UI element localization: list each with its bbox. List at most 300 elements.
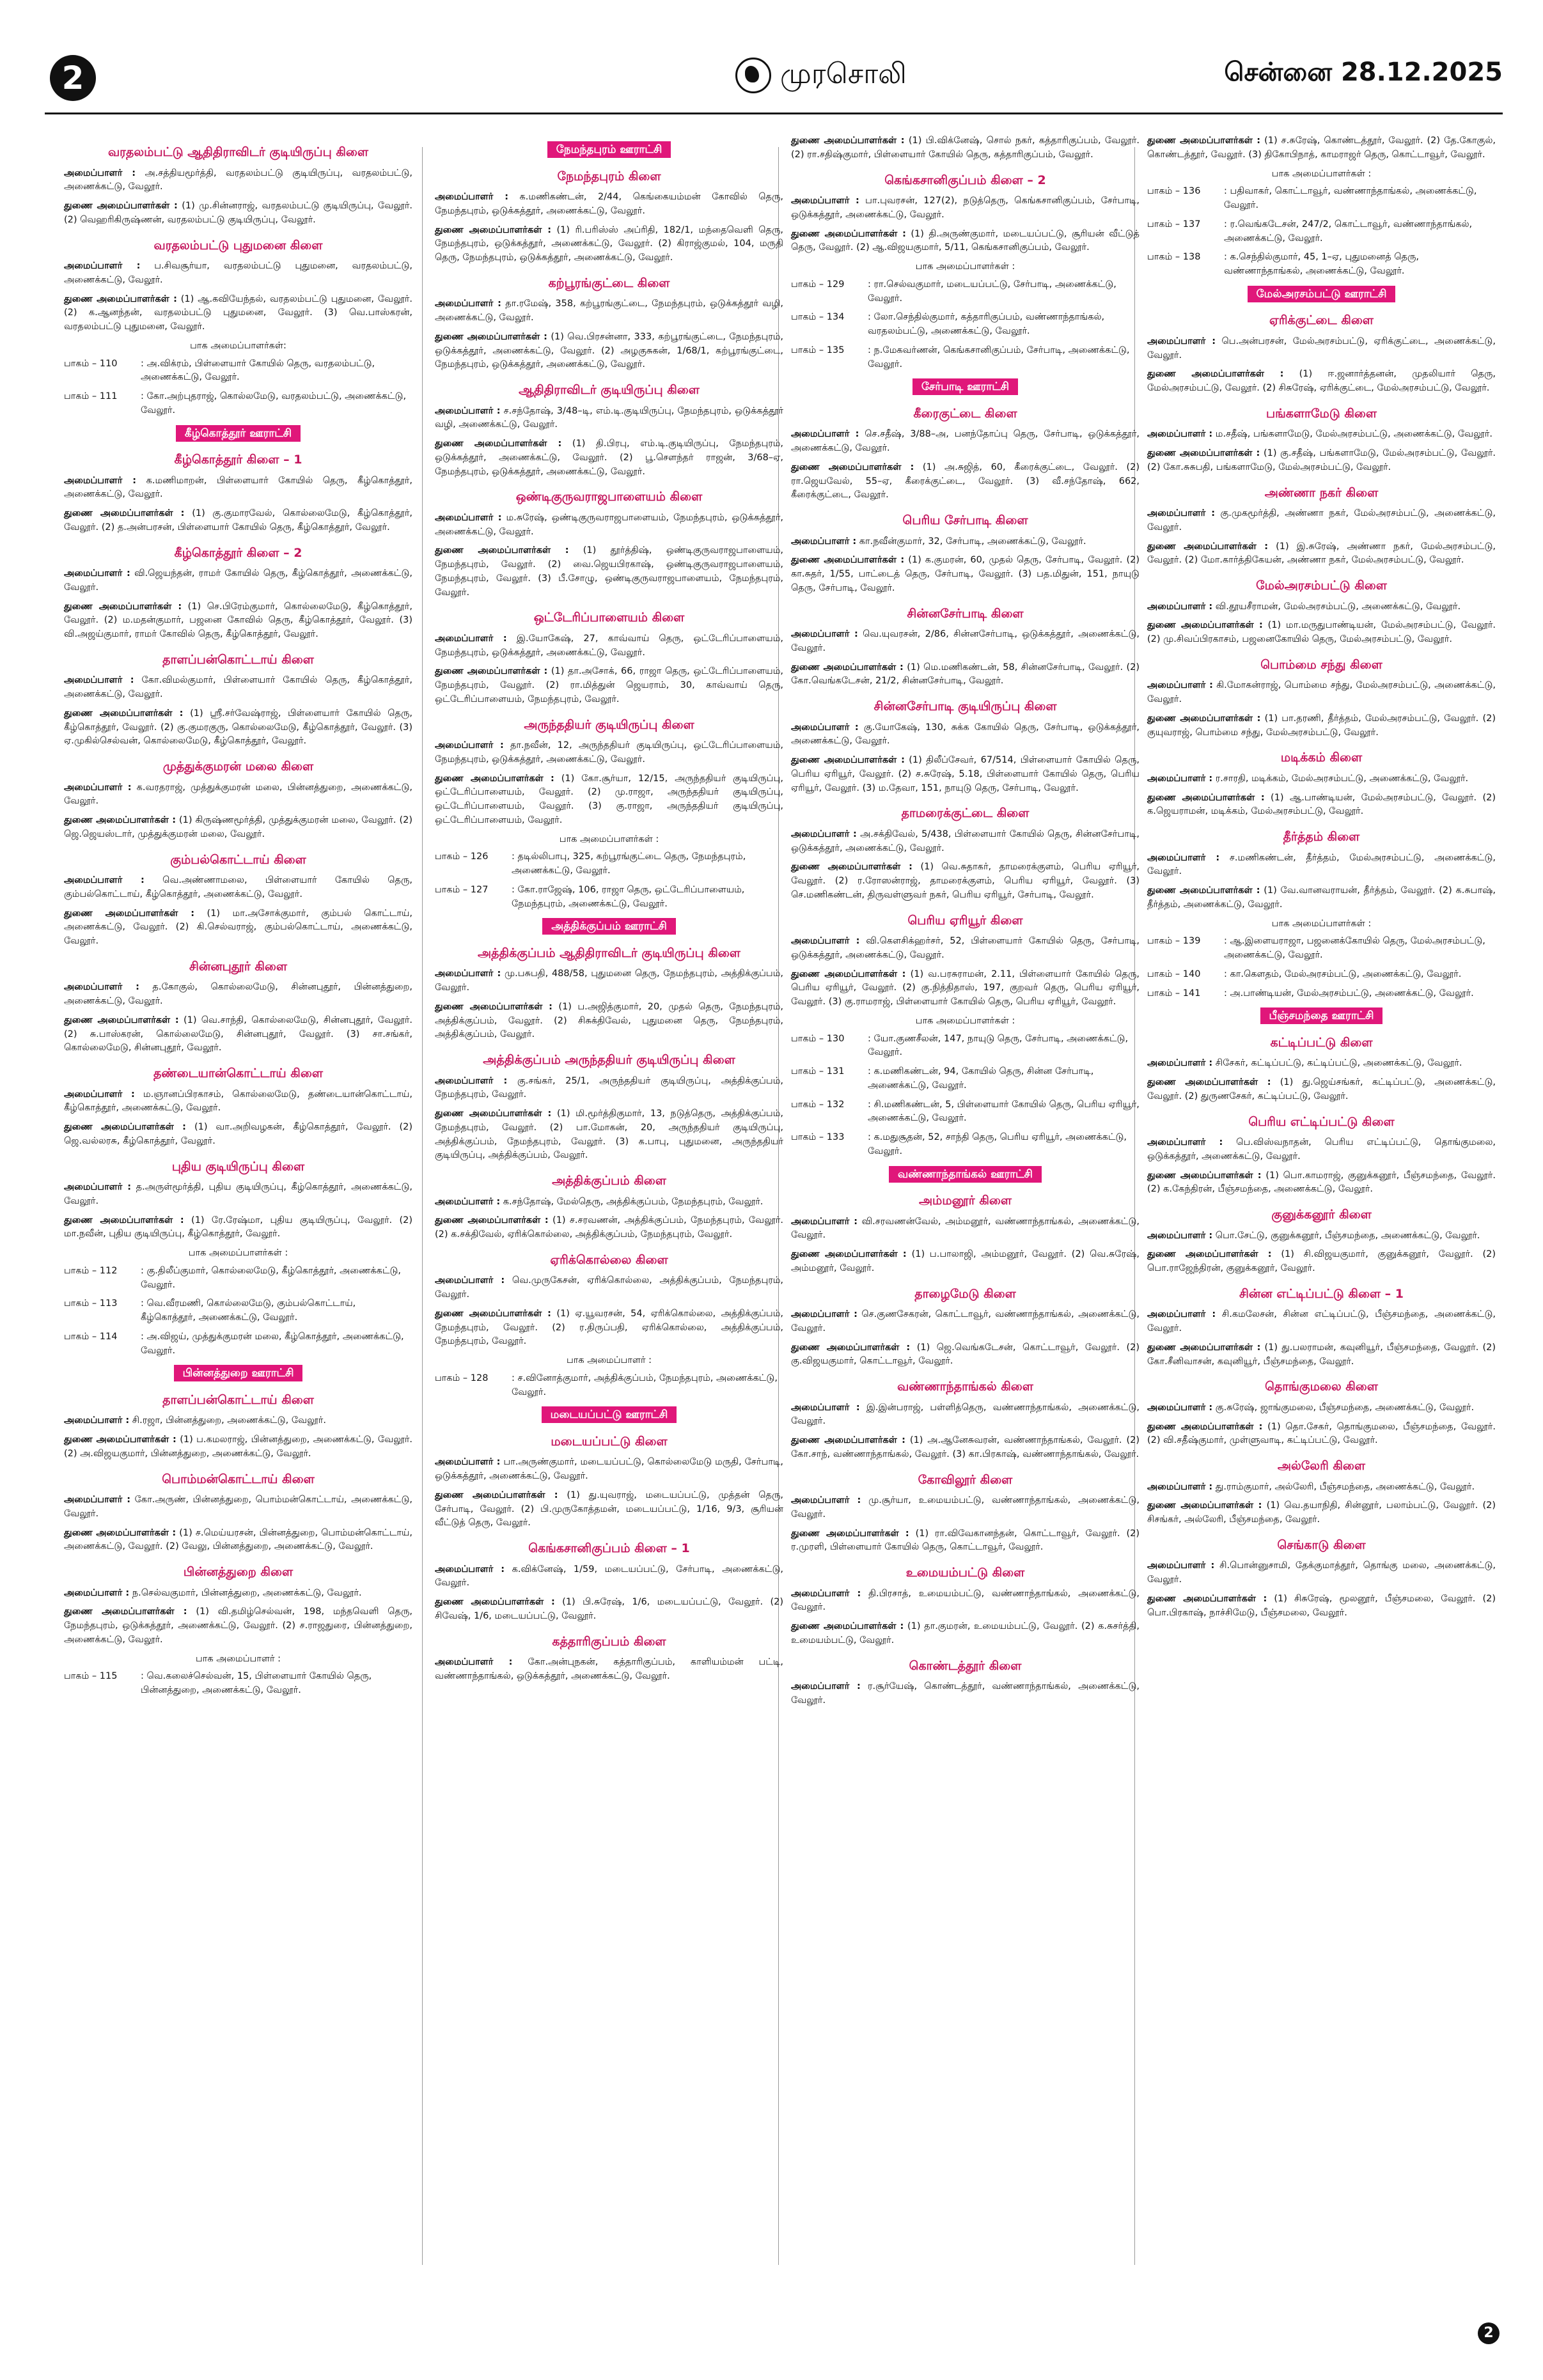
subheading: பாக அமைப்பாளர்கள்: — [190, 340, 286, 351]
branch-heading: ஆதிதிராவிடர் குடியிருப்பு கிளை — [519, 383, 700, 397]
member-details: தா.ரமேஷ், 358, கற்பூரங்குட்டை, நேமந்தபுரம், ஒடுக்கத்தூர் வழி, அணைக்கட்டு, வேலூர். — [435, 299, 784, 323]
member-details: பெ.விஸ்வநாதன், பெரிய எட்டிப்பட்டு, தொங்குமலை, ஒடுக்கத்தூர், அணைக்கட்டு, வேலூர். — [1147, 1137, 1496, 1162]
role-label: அமைப்பாளர் : — [1147, 680, 1213, 691]
member-entry — [64, 707, 412, 749]
ward-number: பாகம் – 129 — [791, 279, 845, 290]
member-entry — [1147, 791, 1496, 820]
branch-heading: தீர்த்தம் கிளை — [1283, 830, 1360, 844]
role-label: அமைப்பாளர் : — [791, 1216, 858, 1227]
column-3 — [791, 134, 1140, 1713]
member-details: (1) ப.கமலராஜ், பின்னத்துறை, அணைக்கட்டு, வேலூர். (2) அ.விஜயகுமார், பின்னத்துறை, அணைக்கட்டு, வேலூர். — [64, 1435, 413, 1459]
role-label: துணை அமைப்பாளர்கள் : — [64, 1606, 187, 1617]
member-details: (1) சி.விஜயகுமார், குனுக்கனூர், வேலூர். (2) பொ.ராஜேந்திரன், குனுக்கனூர், வேலூர். — [1147, 1249, 1496, 1273]
ward-details: : வெ.கலைச்செல்வன், 15, பிள்ளையார் கோயில் தெரு, பின்னத்துறை, அணைக்கட்டு, வேலூர். — [141, 1671, 372, 1695]
member-details: (1) கோ.சூர்யா, 12/15, அருந்ததியர் குடியிருப்பு, ஒட்டேரிப்பாளையம், வேலூர். (2) மு.ராஜா, அருந்ததியர் குடியிருப்பு, ஒட்டேரிப்பாளையம், வேலூர். (3) கு.ராஜா, அருந்ததியர் குடியிருப்பு, ஒட்டேரிப்பாளையம், வேலூர். — [435, 773, 783, 825]
ward-details: : க.செந்தில்குமார், 45, 1–ஏ, புதுமனைத் தெரு, வண்ணாந்தாங்கல், அணைக்கட்டு, வேலூர். — [1224, 252, 1420, 276]
member-details: பா.அருண்குமார், மடையப்பட்டு, கொல்லைமேடு மருதி, சேர்பாடி, ஒடுக்கத்தூர், அணைக்கட்டு, வேலூர். — [435, 1457, 783, 1481]
role-label: அமைப்பாளர் : — [1147, 601, 1213, 612]
role-label: துணை அமைப்பாளர்கள் : — [64, 293, 177, 304]
branch-heading: மடிக்கம் கிளை — [1280, 751, 1363, 765]
member-entry — [791, 428, 1140, 456]
panchayat-banner — [435, 919, 783, 935]
role-label: அமைப்பாளர் : — [1147, 1058, 1213, 1069]
member-entry — [791, 1308, 1140, 1336]
member-details: இ.இன்பராஜ், பள்ளித்தெரு, வண்ணாந்தாங்கல், அணைக்கட்டு, வேலூர். — [791, 1402, 1140, 1427]
ward-details: : அ.பாண்டியன், மேல்அரசம்பட்டு, அணைக்கட்டு, வேலூர். — [1224, 988, 1474, 999]
role-label: துணை அமைப்பாளர்கள் : — [1147, 620, 1263, 631]
role-label: அமைப்பாளர் : — [1147, 773, 1213, 784]
panchayat-name: கீழ்கொத்தூர் ஊராட்சி — [176, 425, 301, 442]
ward-details: : லோ.செந்தில்குமார், கத்தாரிகுப்பம், வண்ணாந்தாங்கல், வரதலம்பட்டு, அணைக்கட்டு, வேலூர். — [868, 312, 1105, 336]
role-label: அமைப்பாளர் : — [791, 196, 859, 206]
role-label: அமைப்பாளர் : — [435, 740, 504, 751]
role-label: அமைப்பாளர் : — [1147, 1560, 1215, 1571]
role-label: துணை அமைப்பாளர்கள் : — [791, 1342, 911, 1353]
panchayat-name: பின்னத்துறை ஊராட்சி — [174, 1365, 303, 1381]
role-label: அமைப்பாளர் : — [64, 675, 134, 686]
panchayat-name: பீஞ்சமந்தை ஊராட்சி — [1260, 1007, 1383, 1024]
role-label: துணை அமைப்பாளர்கள் : — [435, 331, 547, 342]
branch-heading: தாளப்பன்கொட்டாய் கிளை — [162, 1392, 314, 1407]
member-details: சி.ரஜா, பின்னத்துறை, அணைக்கட்டு, வேலூர். — [132, 1415, 326, 1426]
member-details: வி.தூயசீராமன், மேல்அரசம்பட்டு, அணைக்கட்டு, வேலூர். — [1215, 601, 1461, 612]
member-details: க.மணிகண்டன், 2/44, கெங்கையம்மன் கோவில் தெரு, நேமந்தபுரம், ஒடுக்கத்தூர், அணைக்கட்டு, வேலூர். — [435, 192, 783, 216]
member-entry — [791, 461, 1140, 502]
ward-details: : வெ.வீரமணி, கொல்லைமேடு, கும்பல்கொட்டாய், கீழ்கொத்தூர், அணைக்கட்டு, வேலூர். — [141, 1298, 356, 1323]
role-label: அமைப்பாளர் : — [64, 982, 139, 993]
role-label: துணை அமைப்பாளர்கள் : — [791, 755, 905, 765]
branch-heading: ஏரிக்குட்டை கிளை — [1269, 313, 1374, 328]
role-label: துணை அமைப்பாளர்கள் : — [435, 1308, 551, 1319]
ward-entry — [435, 1372, 783, 1400]
member-entry — [64, 814, 412, 842]
member-details: (1) மா.மருதுபாண்டியன், மேல்அரசம்பட்டு, வேலூர். (2) மு.சிவப்பிரகாசம், பஜனைகோயில் தெரு, மேல்அரசம்பட்டு, வேலூர். — [1147, 620, 1496, 644]
ward-number: பாகம் – 131 — [791, 1066, 845, 1077]
member-details: வி.சரவணன்வேல், அம்மனூர், வண்ணாந்தாங்கல், அணைக்கட்டு, வேலூர். — [791, 1216, 1140, 1241]
branch-heading: அத்திக்குப்பம் அருந்ததியர் குடியிருப்பு கிளை — [483, 1053, 735, 1067]
ward-details: : கு.திலீப்குமார், கொல்லைமேடு, கீழ்கொத்தூர், அணைக்கட்டு, வேலூர். — [141, 1265, 402, 1290]
member-entry — [1147, 1341, 1496, 1369]
member-details: (1) ச.சுரேஷ், கொண்டத்தூர், வேலூர். (2) தே.கோகுல், கொண்டத்தூர், வேலூர். (3) திகோபிநாத், காமராஜர் தெரு, கொட்டாவூர், வேலூர். — [1147, 136, 1496, 160]
panchayat-name: மேல்அரசம்பட்டு ஊராட்சி — [1248, 286, 1396, 302]
member-entry — [1147, 600, 1496, 614]
member-details: இ.யோகேஷ், 27, காவ்வாய் தெரு, ஒட்டேரிப்பாளையம், நேமந்தபுரம், ஒடுக்கத்தூர், அணைக்கட்டு, வேலூர். — [435, 633, 783, 658]
member-entry — [64, 1605, 412, 1647]
ward-number: பாகம் – 135 — [791, 345, 845, 355]
member-entry — [791, 1587, 1140, 1615]
ward-entry — [791, 1032, 1140, 1061]
role-label: அமைப்பாளர் : — [64, 875, 145, 885]
masthead — [45, 50, 1503, 110]
role-label: அமைப்பாளர் : — [791, 629, 858, 639]
member-entry — [435, 405, 783, 433]
ward-details: : அ.விக்ரம், பிள்ளையார் கோயில் தெரு, வரதலம்பட்டு, அணைக்கட்டு, வேலூர். — [141, 358, 375, 383]
branch-heading: சின்னசேர்பாடி குடியிருப்பு கிளை — [873, 699, 1057, 713]
member-entry — [791, 1401, 1140, 1429]
panchayat-banner — [791, 379, 1140, 396]
member-details: கி.மோகன்ராஜ், பொம்மை சந்து, மேல்அரசம்பட்டு, அணைக்கட்டு, வேலூர். — [1147, 680, 1496, 704]
ward-entry — [435, 883, 783, 912]
branch-heading: தண்டையான்கொட்டாய் கிளை — [153, 1066, 323, 1080]
member-entry — [64, 474, 412, 502]
member-details: (1) து.ஜெய்சங்கர், கட்டிப்பட்டு, அணைக்கட்டு, வேலூர். (2) துருணசேகர், கட்டிப்பட்டு, வேலூர். — [1147, 1077, 1496, 1101]
member-entry — [791, 1527, 1140, 1555]
member-details: கு.சங்கர், 25/1, அருந்ததியர் குடியிருப்பு, அத்திக்குப்பம், நேமந்தபுரம், வேலூர். — [435, 1075, 783, 1100]
branch-heading: ஏரிக்கொல்லை கிளை — [550, 1252, 668, 1267]
role-label: துணை அமைப்பாளர்கள் : — [1147, 1342, 1261, 1353]
branch-heading: முத்துக்குமரன் மலை கிளை — [162, 759, 314, 774]
member-entry — [791, 661, 1140, 689]
member-entry — [64, 1014, 412, 1055]
column-2 — [435, 134, 783, 1689]
member-details: (1) க.குமரன், 60, முதல் தெரு, சேர்பாடி, வேலூர். (2) கா.சுதர், 1/55, பாட்டைத் தெரு, சேர்பாடி, வேலூர். (3) பத.மிதுன், 151, நாயுடு தெரு, சேர்பாடி, வேலூர். — [791, 555, 1140, 593]
branch-heading: அம்மனூர் கிளை — [918, 1194, 1012, 1208]
ward-details: : பதிவாகர், கொட்டாவூர், வண்ணாந்தாங்கல், அணைக்கட்டு, வேலூர். — [1224, 186, 1477, 210]
role-label: அமைப்பாளர் : — [435, 968, 501, 979]
member-entry — [1147, 1057, 1496, 1071]
role-label: துணை அமைப்பாளர்கள் : — [64, 201, 178, 211]
member-details: ம.ஞானப்பிரகாசம், கொல்லைமேடு, தண்டையான்கொட்டாய், கீழ்கொத்தூர், அணைக்கட்டு, வேலூர். — [64, 1089, 412, 1114]
branch-heading: கொண்டத்தூர் கிளை — [909, 1658, 1022, 1673]
panchayat-banner — [1147, 1008, 1496, 1025]
member-details: வெ.அண்ணாமலை, பிள்ளையார் கோயில் தெரு, கும்பல்கொட்டாய், கீழ்கொத்தூர், அணைக்கட்டு, வேலூர். — [64, 875, 413, 899]
role-label: அமைப்பாளர் : — [64, 1495, 131, 1505]
role-label: அமைப்பாளர் : — [435, 405, 501, 416]
role-label: அமைப்பாளர் : — [1147, 508, 1215, 518]
role-label: அமைப்பாளர் : — [435, 512, 502, 523]
member-entry — [64, 907, 412, 949]
role-label: துணை அமைப்பாளர்கள் : — [435, 1597, 555, 1607]
panchayat-name: வண்ணாந்தாங்கல் ஊராட்சி — [889, 1166, 1042, 1183]
ward-number: பாகம் – 138 — [1147, 252, 1201, 263]
role-label: அமைப்பாளர் : — [64, 568, 130, 579]
member-details: கு.யோகேஷ், 130, சுக்க கோயில் தெரு, சேர்பாடி, ஒடுக்கத்தூர், அணைக்கட்டு, வேலூர். — [791, 722, 1140, 747]
panchayat-banner — [64, 426, 412, 442]
member-details: கு.சுரேஷ், ஜாங்குமலை, பீஞ்சமந்தை, அணைக்கட்டு, வேலூர். — [1215, 1402, 1475, 1413]
member-entry — [791, 194, 1140, 222]
ward-details: : கோ.ராஜேஷ், 106, ராஜா தெரு, ஒட்டேரிப்பாளையம், நேமந்தபுரம், அணைக்கட்டு, வேலூர். — [512, 884, 745, 909]
member-details: கோ.அருண், பின்னத்துறை, பொம்மன்கொட்டாய், அணைக்கட்டு, வேலூர். — [64, 1495, 412, 1519]
branch-heading: பொம்மை சந்து கிளை — [1260, 657, 1382, 672]
member-details: (1) கிருஷ்ணமூர்த்தி, முத்துக்குமரன் மலை, வேலூர். (2) ஜெ.ஜெயஸ்டார், முத்துக்குமரன் மலை, வேலூர். — [64, 815, 412, 839]
member-entry — [1147, 1076, 1496, 1104]
branch-heading: மேல்அரசம்பட்டு கிளை — [1256, 579, 1387, 593]
ward-number: பாகம் – 137 — [1147, 219, 1201, 229]
member-entry — [64, 781, 412, 809]
ward-entry — [791, 1065, 1140, 1093]
role-label: துணை அமைப்பாளர்கள் : — [1147, 1077, 1271, 1087]
member-details: (1) ச.சரவணன், அத்திக்குப்பம், நேமந்தபுரம், வேலூர். (2) க.சக்திவேல், ஏரிக்கொல்லை, அத்திக்குப்பம், நேமந்தபுரம், வேலூர். — [435, 1215, 783, 1240]
role-label: அமைப்பாளர் : — [64, 167, 136, 178]
member-entry — [791, 628, 1140, 656]
role-label: அமைப்பாளர் : — [64, 1587, 130, 1598]
branch-heading: அல்லேரி கிளை — [1277, 1459, 1366, 1473]
member-details: (1) ப.அஜித்குமார், 20, முதல் தெரு, நேமந்தபுரம், அத்திக்குப்பம், வேலூர். (2) சிசுக்திவேல், புதுமனை தெரு, நேமந்தபுரம், அத்திக்குப்பம், வேலூர். — [435, 1001, 784, 1040]
ward-number: பாகம் – 126 — [435, 852, 489, 862]
role-label: அமைப்பாளர் : — [1147, 336, 1216, 346]
ward-entry — [64, 1264, 412, 1293]
member-details: (1) வா.அறிவழகன், கீழ்கொத்தூர், வேலூர். (2) ஜெ.வல்லரசு, கீழ்கொத்தூர், வேலூர். — [64, 1122, 413, 1146]
branch-heading: ஒண்டிகுருவராஜபாளையம் கிளை — [515, 490, 703, 504]
ward-details: : யோ.குணசீலன், 147, நாயுடு தெரு, சேர்பாடி, அணைக்கட்டு, வேலூர். — [868, 1033, 1129, 1058]
member-details: த.கோகுல், கொல்லைமேடு, சின்னபுதூர், பின்னத்துறை, அணைக்கட்டு, வேலூர். — [64, 982, 413, 1006]
member-entry — [64, 874, 412, 902]
member-details: சி.கமலேசன், சின்ன எட்டிப்பட்டு, பீஞ்சமந்தை, அணைக்கட்டு, வேலூர். — [1147, 1309, 1496, 1334]
member-entry — [64, 293, 412, 334]
member-details: (1) ஆ.கவியேந்தல், வரதலம்பட்டு புதுமனை, வேலூர். (2) க.ஆனந்தன், வரதலம்பட்டு புதுமனை, வேலூர். (3) வெ.பாஸ்கரன், வரதலம்பட்டு புதுமனை, வேலூர். — [64, 293, 412, 332]
member-details: (1) ரா.விவேகானந்தன், கொட்டாவூர், வேலூர். (2) ர.முரளி, பிள்ளையார் கோயில் தெரு, கொட்டாவூர், வேலூர். — [791, 1528, 1140, 1553]
ward-entry — [64, 357, 412, 385]
branch-heading: பொம்மன்கொட்டாய் கிளை — [162, 1472, 315, 1486]
role-label: துணை அமைப்பாளர்கள் : — [64, 1527, 176, 1538]
member-details: (1) ச.மெய்யரசன், பின்னத்துறை, பொம்மன்கொட்டாய், அணைக்கட்டு, வேலூர். (2) வேலு, பின்னத்துறை, அணைக்கட்டு, வேலூர். — [64, 1527, 412, 1552]
member-details: (1) வெ.பிரசன்னா, 333, கற்பூரங்குட்டை, நேமந்தபுரம், ஒடுக்கத்தூர், அணைக்கட்டு, வேலூர். (2) அழகுசுகன், 1/68/1, கற்பூரங்குட்டை, நேமந்தபுரம், ஒடுக்கத்தூர், அணைக்கட்டு, வேலூர். — [435, 331, 784, 370]
role-label: துணை அமைப்பாளர்கள் : — [791, 1621, 904, 1631]
ward-entry — [1147, 185, 1496, 213]
branch-heading: கும்பல்கொட்டாய் கிளை — [170, 852, 306, 867]
role-label: துணை அமைப்பாளர்கள் : — [64, 1015, 179, 1025]
member-details: ந.செல்வகுமார், பின்னத்துறை, அணைக்கட்டு, வேலூர். — [132, 1587, 362, 1598]
role-label: துணை அமைப்பாளர்கள் : — [1147, 1421, 1263, 1432]
role-label: துணை அமைப்பாளர்கள் : — [435, 1489, 558, 1500]
member-details: ம.சுரேஷ், ஒண்டிகுருவராஜபாளையம், நேமந்தபுரம், ஒடுக்கத்தூர், அணைக்கட்டு, வேலூர். — [435, 512, 784, 537]
member-details: (1) பி.விக்னேஷ், சொல் நகர், கத்தாரிகுப்பம், வேலூர். (2) ரா.சதிஷ்குமார், பிள்ளையார் கோயில் தெரு, கத்தாரிகுப்பம், வேலூர். — [791, 136, 1140, 160]
member-details: (1) ஏ.யூவரசன், 54, ஏரிக்கொல்லை, அத்திக்குப்பம், நேமந்தபுரம், வேலூர். (2) ர.திருப்பதி, ஏரிக்கொல்லை, அத்திக்குப்பம், நேமந்தபுரம், வேலூர். — [435, 1308, 784, 1347]
panchayat-banner — [64, 1365, 412, 1382]
ward-entry — [1147, 935, 1496, 963]
member-entry — [435, 967, 783, 995]
member-entry — [791, 754, 1140, 795]
member-entry — [1147, 1481, 1496, 1495]
role-label: அமைப்பாளர் : — [64, 1415, 130, 1426]
ward-details: : ந.மேகவர்ணன், கெங்கசானிகுப்பம், சேர்பாடி, அணைக்கட்டு, வேலூர். — [868, 345, 1130, 369]
member-details: க.சந்தோஷ், மேல்தெரு, அத்திக்குப்பம், நேமந்தபுரம், வேலூர். — [503, 1196, 764, 1207]
role-label: துணை அமைப்பாளர்கள் : — [435, 224, 551, 235]
role-label: அமைப்பாளர் : — [1147, 1137, 1223, 1147]
member-details: (1) செ.பிரேம்குமார், கொல்லைமேடு, கீழ்கொத்தூர், வேலூர். (2) ம.மதன்குமார், பஜனை கோவில் தெரு, கீழ்கொத்தூர், வேலூர். (3) வி.அஜய்குமார், ராமர் கோவில் தெரு, கீழ்கொத்தூர், வேலூர். — [64, 601, 412, 639]
branch-heading: வரதலம்பட்டு ஆதிதிராவிடர் குடியிருப்பு கிளை — [107, 145, 369, 159]
member-details: (1) வே.வானவராயன், தீர்த்தம், வேலூர். (2) க.சுபாஷ், தீர்த்தம், அணைக்கட்டு, வேலூர். — [1147, 885, 1496, 910]
role-label: துணை அமைப்பாளர்கள் : — [64, 1215, 184, 1225]
member-details: (1) வெ.சுதாகர், தாமரைக்குளம், பெரிய ஏரியூர், வேலூர். (2) ர.ரோஸன்ராஜ், தாமரைக்குளம், பெரிய ஏரியூர், வேலூர். (3) செ.மணிகண்டன், திருவள்ளுவர் நகர், பெரிய ஏரியூர், சேர்பாடி, வேலூர். — [791, 862, 1140, 900]
role-label: அமைப்பாளர் : — [435, 1075, 508, 1086]
branch-heading: தொங்குமலை கிளை — [1265, 1380, 1378, 1394]
ward-number: பாகம் – 139 — [1147, 936, 1201, 947]
ward-entry — [1147, 987, 1496, 1001]
ward-entry — [791, 278, 1140, 306]
ward-number: பாகம் – 128 — [435, 1373, 489, 1383]
member-details: (1) ஆ.பாண்டியன், மேல்அரசம்பட்டு, வேலூர். (2) க.ஜெயராமன், மடிக்கம், மேல்அரசம்பட்டு, வேலூர். — [1147, 792, 1496, 817]
branch-heading: சின்னசேர்பாடி கிளை — [907, 606, 1024, 621]
role-label: அமைப்பாளர் : — [64, 782, 132, 793]
member-details: ப.சிவசூர்யா, வரதலம்பட்டு புதுமனை, வரதலம்பட்டு, அணைக்கட்டு, வேலூர். — [64, 261, 412, 285]
member-entry — [64, 567, 412, 595]
ward-entry — [791, 311, 1140, 339]
member-details: (1) தா.குமரன், உமையம்பட்டு, வேலூர். (2) க.சுசர்த்தி, உமையம்பட்டு, வேலூர். — [791, 1621, 1140, 1645]
member-details: (1) ப.பாலாஜி, அம்மனூர், வேலூர். (2) வெ.சுரேஷ், அம்மனூர், வேலூர். — [791, 1249, 1140, 1273]
column-4 — [1147, 134, 1496, 1625]
role-label: அமைப்பாளர் : — [791, 1681, 861, 1692]
role-label: துணை அமைப்பாளர்கள் : — [791, 136, 905, 146]
ward-number: பாகம் – 140 — [1147, 968, 1201, 979]
member-entry — [435, 772, 783, 828]
member-details: க.வரதராஜ், முத்துக்குமரன் மலை, பின்னத்துறை, அணைக்கட்டு, வேலூர். — [64, 782, 412, 807]
member-entry — [64, 1214, 412, 1242]
ward-number: பாகம் – 133 — [791, 1132, 845, 1142]
member-entry — [1147, 1559, 1496, 1587]
member-details: (1) பா.தரணி, தீர்த்தம், மேல்அரசம்பட்டு, வேலூர். (2) குயுவராஜ், பொம்மை சந்து, மேல்அரசம்பட்டு, வேலூர். — [1147, 713, 1496, 738]
member-entry — [791, 1494, 1140, 1522]
role-label: அமைப்பாளர் : — [1147, 1230, 1213, 1241]
role-label: துணை அமைப்பாளர்கள் : — [1147, 792, 1265, 803]
role-label: அமைப்பாளர் : — [435, 192, 508, 202]
ward-details: : அ.விஜய், முத்துக்குமரன் மலை, கீழ்கொத்தூர், அணைக்கட்டு, வேலூர். — [141, 1331, 404, 1356]
member-entry — [64, 260, 412, 288]
ward-entry — [64, 1297, 412, 1325]
role-label: துணை அமைப்பாளர்கள் : — [64, 508, 185, 518]
role-label: துணை அமைப்பாளர்கள் : — [1147, 369, 1284, 380]
ward-entry — [435, 850, 783, 878]
role-label: அமைப்பாளர் : — [64, 475, 137, 486]
member-details: (1) து.யுவராஜ், மடையப்பட்டு, முத்தன் தெரு, சேர்பாடி, வேலூர். (2) பி.முருகோத்தமன், மடையப்பட்டு, 1/16, 9/3, சூரியன் வீட்டுத் தெரு, வேலூர். — [435, 1489, 783, 1528]
ward-number: பாகம் – 111 — [64, 391, 118, 401]
role-label: அமைப்பாளர் : — [435, 1457, 501, 1468]
member-details: ச.சந்தோஷ், 3/48–டி, எம்.டி.குடியிருப்பு, நேமந்தபுரம், ஒடுக்கத்தூர் வழி, அணைக்கட்டு, வேலூர். — [435, 405, 784, 430]
ward-number: பாகம் – 127 — [435, 884, 489, 895]
panchayat-name: சேர்பாடி ஊராட்சி — [912, 378, 1018, 395]
member-details: து.ராம்குமார், அல்லேரி, பீஞ்சமந்தை, அணைக்கட்டு, வேலூர். — [1215, 1481, 1475, 1492]
brand-name: முரசொலி — [780, 58, 907, 90]
branch-heading: சின்னபுதூர் கிளை — [189, 959, 288, 974]
ward-number: பாகம் – 141 — [1147, 988, 1201, 999]
member-entry — [435, 632, 783, 660]
member-entry — [435, 511, 783, 540]
subheading: பாக அமைப்பாளர்கள் : — [915, 261, 1015, 272]
member-details: (1) மா.அசோக்குமார், கும்பல் கொட்டாய், அணைக்கட்டு, வேலூர். (2) கி.செல்வராஜ், கும்பல்கொட்டாய், அணைக்கட்டு, வேலூர். — [64, 908, 413, 946]
branch-heading: கெங்கசானிகுப்பம் கிளை – 1 — [528, 1541, 690, 1555]
ward-details: : தடில்லிபாபு, 325, கற்பூரங்குட்டை தெரு, நேமந்தபுரம், அணைக்கட்டு, வேலூர். — [512, 852, 746, 876]
member-details: (1) து.பலராமன், கவுனியூர், பீஞ்சமந்தை, வேலூர். (2) கோ.சீனிவாசன், கவுனியூர், பீஞ்சமந்தை, வேலூர். — [1147, 1342, 1496, 1367]
member-entry — [791, 1434, 1140, 1462]
member-details: கோ.அன்புநகன், கத்தாரிகுப்பம், காளியம்மன் பட்டி, வண்ணாந்தாங்கல், ஒடுக்கத்தூர், அணைக்கட்டு, வேலூர். — [435, 1657, 783, 1681]
branch-heading: கெங்கசானிகுப்பம் கிளை – 2 — [884, 173, 1046, 187]
panchayat-name: மடையப்பட்டு ஊராட்சி — [542, 1406, 677, 1423]
member-entry — [791, 535, 1140, 549]
member-entry — [1147, 852, 1496, 880]
member-entry — [435, 544, 783, 600]
member-details: வெ.யுவரசன், 2/86, சின்னசேர்பாடி, ஒடுக்கத்தூர், அணைக்கட்டு, வேலூர். — [791, 629, 1140, 653]
member-entry — [64, 1181, 412, 1209]
member-entry — [791, 935, 1140, 963]
ward-details: : ர.வெங்கடேசன், 247/2, கொட்டாவூர், வண்ணாந்தாங்கல், அணைக்கட்டு, வேலூர். — [1224, 219, 1473, 244]
member-entry — [791, 721, 1140, 749]
branch-heading: பெரிய ஏரியூர் கிளை — [907, 913, 1023, 928]
member-entry — [1147, 540, 1496, 568]
panchayat-banner — [791, 1167, 1140, 1183]
branch-heading: தாமரைக்குட்டை கிளை — [901, 806, 1030, 821]
member-entry — [1147, 1248, 1496, 1276]
branch-heading: குனுக்கனூர் கிளை — [1271, 1208, 1372, 1222]
member-details: ர.சூர்யேஷ், கொண்டத்தூர், வண்ணாந்தாங்கல், அணைக்கட்டு, வேலூர். — [791, 1681, 1140, 1706]
member-entry — [1147, 335, 1496, 363]
member-details: (1) ரே.ரேஷ்மா, புதிய குடியிருப்பு, வேலூர். (2) மா.நவீன், புதிய குடியிருப்பு, கீழ்கொத்தூர், வேலூர். — [64, 1215, 412, 1240]
member-details: மு.பசுபதி, 488/58, புதுமனை தெரு, நேமந்தபுரம், அத்திக்குப்பம், வேலூர். — [435, 968, 783, 993]
member-entry — [1147, 772, 1496, 786]
panchayat-banner — [435, 142, 783, 159]
branch-heading: மடையப்பட்டு கிளை — [551, 1434, 668, 1449]
branch-heading: வரதலம்பட்டு புதுமனை கிளை — [153, 238, 323, 253]
member-details: (1) மு.சின்னராஜ், வரதலம்பட்டு குடியிருப்பு, வேலூர். (2) வெஹரிகிருஷ்ணன், வரதலம்பட்டு குடியிருப்பு, வேலூர். — [64, 201, 413, 225]
role-label: துணை அமைப்பாளர்கள் : — [435, 1001, 552, 1012]
page-number-badge: 2 — [50, 55, 96, 101]
member-details: (1) ஸ்ரீ.சர்வேஷ்ராஜ், பிள்ளையார் கோயில் தெரு, கீழ்கொத்தூர், வேலூர். (2) கு.குமரகுரு, கொல்லைமேடு, கீழ்கொத்தூர், வேலூர். (3) ஏ.முகில்செல்வன், கொல்லைமேடு, கீழ்கொத்தூர், வேலூர். — [64, 708, 412, 747]
column-divider — [422, 147, 423, 2265]
panchayat-banner — [435, 1407, 783, 1424]
role-label: அமைப்பாளர் : — [791, 429, 859, 440]
member-details: (1) சிசுரேஷ், மூலனூர், பீஞ்சமலை, வேலூர். (2) பொ.பிரகாஷ், நாச்சிமேடு, பீஞ்சமலை, வேலூர். — [1147, 1593, 1496, 1618]
member-details: பொ.சேட்டு, குனுக்கனூர், பீஞ்சமந்தை, அணைக்கட்டு, வேலூர். — [1215, 1230, 1480, 1241]
member-details: (1) பொ.காமராஜ், குனுக்கனூர், பீஞ்சமந்தை, வேலூர். (2) க.கேந்திரன், பீஞ்சமந்தை, அணைக்கட்டு, வேலூர். — [1147, 1170, 1496, 1195]
role-label: அமைப்பாளர் : — [1147, 852, 1220, 863]
edition-date: சென்னை 28.12.2025 — [1224, 58, 1503, 87]
member-details: (1) அ.சுஜித், 60, கீரைக்குட்டை, வேலூர். (2) ரா.ஜெயவேல், 55–ஏ, கீரைக்குட்டை, வேலூர். (3) வீ.சந்தோஷ், 662, கீரைக்குட்டை, வேலூர். — [791, 462, 1140, 501]
member-entry — [64, 1414, 412, 1428]
member-entry — [64, 1527, 412, 1555]
role-label: அமைப்பாளர் : — [64, 1182, 132, 1192]
member-entry — [435, 1075, 783, 1103]
subheading: பாக அமைப்பாளர்கள் : — [1271, 168, 1372, 179]
role-label: துணை அமைப்பாளர்கள் : — [64, 815, 176, 825]
member-entry — [435, 331, 783, 372]
member-details: வெ.முருகேசன், ஏரிக்கொல்லை, அத்திக்குப்பம், நேமந்தபுரம், வேலூர். — [435, 1275, 784, 1300]
branch-heading: தாளப்பன்கொட்டாய் கிளை — [162, 652, 314, 667]
ward-number: பாகம் – 130 — [791, 1033, 845, 1044]
panchayat-name: அத்திக்குப்பம் ஊராட்சி — [542, 918, 676, 935]
member-details: சிசேகர், கட்டிப்பட்டு, கட்டிப்பட்டு, அணைக்கட்டு, வேலூர். — [1215, 1058, 1462, 1069]
role-label: துணை அமைப்பாளர்கள் : — [791, 555, 905, 566]
member-details: சி.பொன்னுசாமி, தேக்குமாத்தூர், தொங்கு மலை, அணைக்கட்டு, வேலூர். — [1147, 1560, 1496, 1585]
member-entry — [1147, 1169, 1496, 1197]
role-label: அமைப்பாளர் : — [1147, 1309, 1216, 1320]
branch-heading: கற்பூரங்குட்டை கிளை — [548, 276, 670, 290]
branch-heading: கத்தாரிகுப்பம் கிளை — [552, 1634, 666, 1649]
member-details: (1) திலீப்சேவர், 67/514, பிள்ளையார் கோயில் தெரு, பெரிய ஏரியூர், வேலூர். (2) ச.சுரேஷ், 5.18, பிள்ளையார் கோயில் தெரு, பெரிய ஏரியூர், வேலூர். (3) ம.தேவா, 151, நாயுடு தெரு, சேர்பாடி, வேலூர். — [791, 755, 1140, 793]
role-label: துணை அமைப்பாளர்கள் : — [791, 662, 904, 673]
member-details: ம.சதீஷ், பங்களாமேடு, மேல்அரசம்பட்டு, அணைக்கட்டு, வேலூர். — [1215, 429, 1492, 440]
member-details: (1) தி.அருண்குமார், மடையப்பட்டு, சூரியன் வீட்டுத் தெரு, வேலூர். (2) ஆ.விஜயகுமார், 5/11, கெங்கசானிகுப்பம், வேலூர். — [791, 228, 1140, 253]
role-label: அமைப்பாளர் : — [791, 936, 860, 946]
role-label: துணை அமைப்பாளர்கள் : — [64, 708, 184, 719]
member-details: மு.சூர்யா, உமையம்பட்டு, வண்ணாந்தாங்கல், அணைக்கட்டு, வேலூர். — [791, 1495, 1140, 1520]
member-details: (1) பி.சுரேஷ், 1/6, மடையப்பட்டு, வேலூர். (2) சிவேஷ், 1/6, மடையப்பட்டு, வேலூர். — [435, 1597, 784, 1621]
header-rule — [45, 113, 1503, 114]
ward-number: பாகம் – 132 — [791, 1099, 845, 1110]
member-entry — [791, 1248, 1140, 1276]
role-label: அமைப்பாளர் : — [1147, 429, 1213, 440]
member-entry — [64, 199, 412, 228]
member-entry — [435, 1489, 783, 1530]
role-label: துணை அமைப்பாளர்கள் : — [1147, 1500, 1262, 1511]
member-details: (1) ஈ.ஜனார்த்தனன், முதலியார் தெரு, மேல்அரசம்பட்டு, வேலூர். (2) சிசுரேஷ், ஏரிக்குட்டை, மேல்அரசம்பட்டு, வேலூர். — [1147, 369, 1496, 393]
role-label: துணை அமைப்பாளர்கள் : — [1147, 448, 1260, 458]
role-label: அமைப்பாளர் : — [435, 1196, 501, 1207]
member-entry — [791, 1215, 1140, 1243]
branch-heading: கீரைகுட்டை கிளை — [913, 406, 1017, 421]
branch-heading: நேமந்தபுரம் கிளை — [557, 169, 661, 183]
ward-details: : சி.மணிகண்டன், 5, பிள்ளையார் கோயில் தெரு, பெரிய ஏரியூர், அணைக்கட்டு, வேலூர். — [868, 1099, 1140, 1124]
branch-heading: வண்ணாந்தாங்கல் கிளை — [897, 1380, 1033, 1394]
role-label: துணை அமைப்பாளர்கள் : — [435, 1215, 549, 1226]
